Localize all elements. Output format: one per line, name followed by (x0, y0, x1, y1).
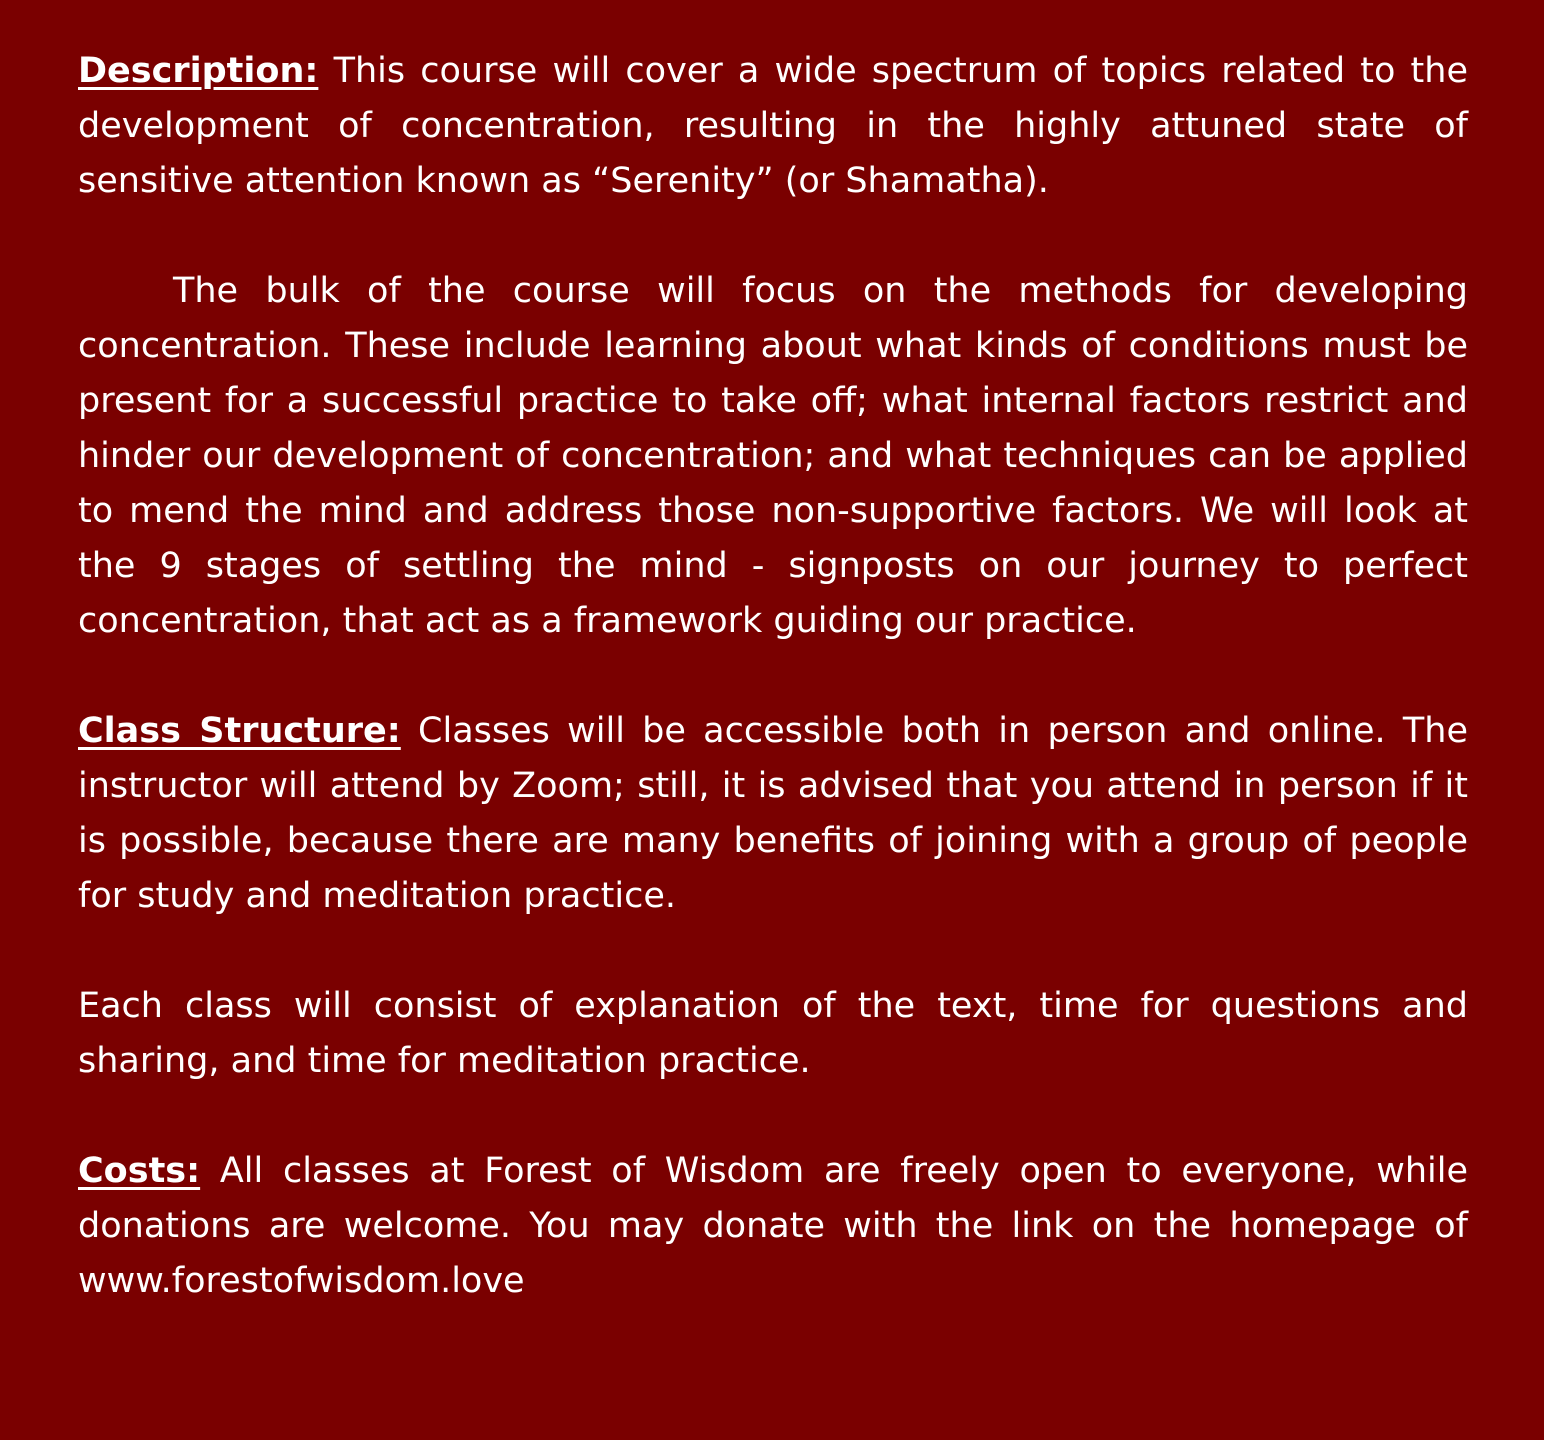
class-structure-label: Class Structure: (78, 711, 401, 751)
each-class-paragraph (78, 979, 1468, 1089)
class-structure-paragraph (78, 704, 1468, 924)
costs-label: Costs: (78, 1151, 201, 1191)
costs-paragraph (78, 1144, 1468, 1309)
course-info-content (78, 44, 1468, 1309)
description-paragraph (78, 44, 1468, 209)
methods-text: The bulk of the course will focus on the methods for developing concentration. These include learning about what kinds of conditions must be present for a successful practice to take off; what internal factors restrict and hinder our development of concentration; and what techniques can be applied to mend the mind and address those non-supportive factors. We will look at the 9 stages of settling the mind - signposts on our journey to perfect concentration, that act as a framework guiding our practice. (78, 271, 1468, 641)
class-structure-text: Classes will be accessible both in person and online. The instructor will attend by Zoom; still, it is advised that you attend in person if it is possible, because there are many benefits of joining with a group of people for study and meditation practice. (78, 711, 1468, 916)
costs-text: All classes at Forest of Wisdom are freely open to everyone, while donations are welcome. You may donate with the link on the homepage of www.forestofwisdom.love (78, 1151, 1468, 1301)
each-class-text: Each class will consist of explanation of the text, time for questions and sharing, and time for meditation practice. (78, 986, 1468, 1081)
description-text: This course will cover a wide spectrum of topics related to the development of concentration, resulting in the highly attuned state of sensitive attention known as “Serenity” (or Shamatha). (78, 51, 1468, 201)
methods-paragraph (78, 264, 1468, 649)
description-label: Description: (78, 51, 319, 91)
